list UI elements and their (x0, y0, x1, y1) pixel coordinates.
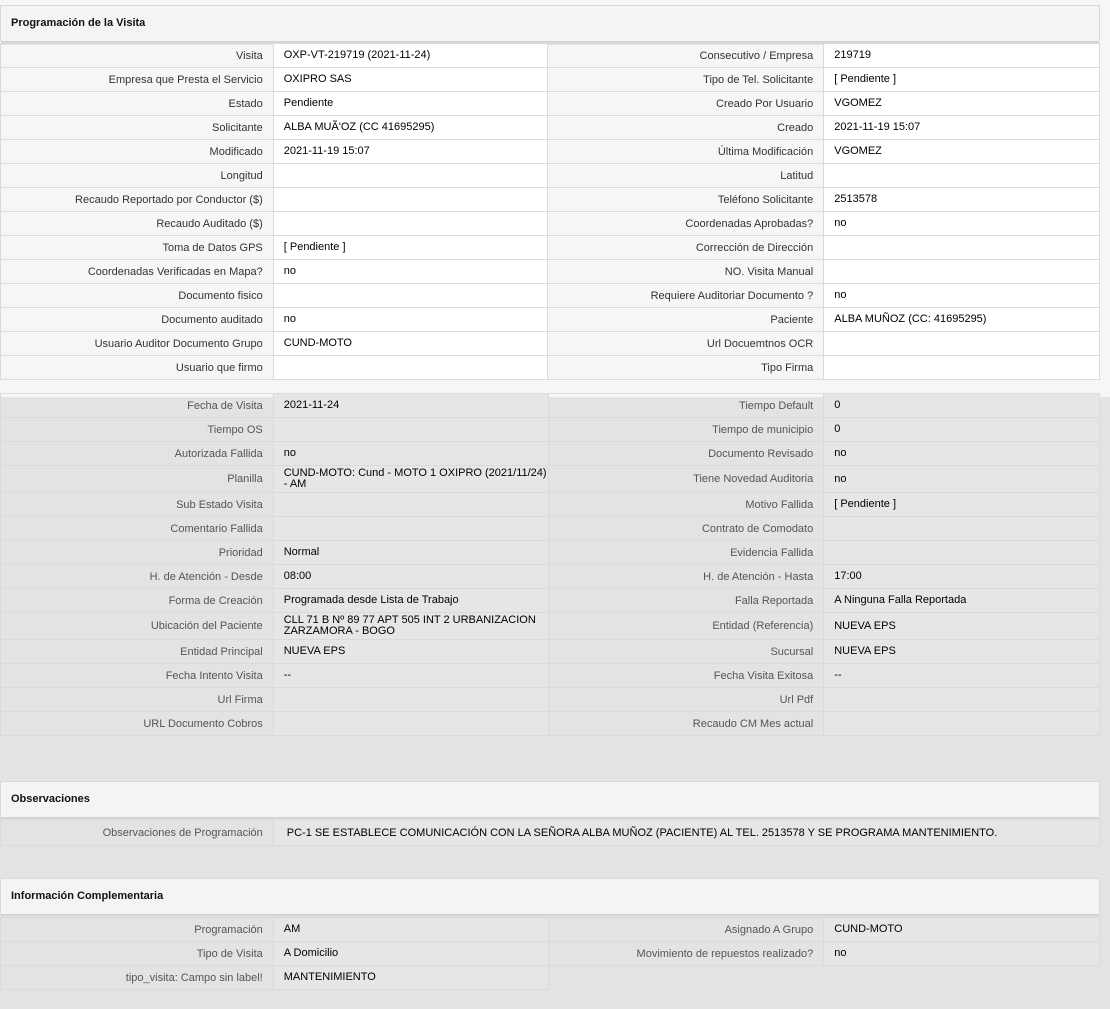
field-label-text: Comentario Fallida (170, 522, 263, 535)
field-value (273, 664, 548, 688)
field-label-text: Estado (228, 97, 263, 110)
field-label-text: Fecha Intento Visita (165, 669, 263, 682)
field-value (824, 260, 1100, 284)
field-value (273, 332, 548, 356)
field-value-text: 2021-11-19 15:07 (283, 145, 370, 157)
field-value (824, 640, 1100, 664)
field-label-text: Documento auditado (161, 313, 263, 326)
field-value (824, 942, 1100, 966)
field-value-text: 2021-11-24 (283, 399, 340, 411)
field-label-text: Programación (194, 923, 263, 936)
field-label-text: Requiere Auditoriar Documento ? (650, 289, 814, 302)
field-value (273, 493, 548, 517)
field-label-text: Entidad (Referencia) (712, 620, 814, 632)
section-title: Información Complementaria (11, 890, 164, 902)
field-value-text: ALBA MUÑOZ (CC: 41695295) (834, 313, 987, 325)
field-value (273, 613, 548, 640)
table-row (1, 284, 1100, 308)
field-value (824, 565, 1100, 589)
info-complementaria-table (0, 917, 1100, 990)
field-label (548, 517, 824, 541)
field-label-text: Coordenadas Verificadas en Mapa? (87, 265, 263, 278)
field-label (1, 493, 274, 517)
field-value (824, 442, 1100, 466)
table-row (1, 116, 1100, 140)
table-row (1, 966, 1100, 990)
field-value (273, 466, 548, 493)
field-label (1, 712, 274, 736)
field-label (1, 92, 274, 116)
field-label-text: Corrección de Dirección (695, 241, 814, 254)
field-label (548, 212, 824, 236)
field-label (1, 308, 274, 332)
field-value (824, 44, 1100, 68)
field-label (548, 565, 824, 589)
field-value (824, 517, 1100, 541)
field-label-text: Creado Por Usuario (716, 97, 814, 110)
field-value-text: OXIPRO SAS (283, 73, 352, 85)
table-row (1, 466, 1100, 493)
table-row (1, 541, 1100, 565)
field-label-text: Solicitante (211, 121, 263, 134)
field-label-text: Visita (236, 49, 263, 62)
field-value (273, 308, 548, 332)
field-value-text: Normal (283, 546, 320, 558)
field-label (1, 116, 274, 140)
field-label (548, 664, 824, 688)
field-label (1, 236, 274, 260)
field-value (824, 688, 1100, 712)
field-label (1, 68, 274, 92)
field-label (548, 493, 824, 517)
field-label (1, 394, 274, 418)
table-row (1, 918, 1100, 942)
field-value (273, 44, 548, 68)
field-value (273, 418, 548, 442)
field-label-text: Empresa que Presta el Servicio (108, 73, 263, 86)
field-value (824, 664, 1100, 688)
field-value (273, 688, 548, 712)
field-label-text: Recaudo Auditado ($) (156, 217, 263, 230)
field-value (824, 68, 1100, 92)
field-label-text: Tiempo Default (739, 399, 814, 412)
field-value (273, 116, 548, 140)
field-label (548, 466, 824, 493)
table-row (1, 92, 1100, 116)
table-row (1, 188, 1100, 212)
field-label (548, 44, 824, 68)
field-label (548, 236, 824, 260)
field-value-text: no (834, 472, 847, 485)
field-label (548, 164, 824, 188)
field-value-text: 0 (834, 423, 841, 435)
table-row (1, 517, 1100, 541)
field-label-text: tipo_visita: Campo sin label! (125, 971, 263, 984)
field-value-text: [ Pendiente ] (283, 241, 346, 253)
field-label-text: Forma de Creación (168, 594, 263, 607)
field-value-text: NUEVA EPS (834, 619, 896, 632)
field-value (273, 212, 548, 236)
table-row (1, 164, 1100, 188)
field-label-text: Entidad Principal (180, 645, 263, 658)
field-label (548, 394, 824, 418)
field-label-text: Documento fisico (178, 289, 263, 302)
field-label (548, 712, 824, 736)
field-label (548, 284, 824, 308)
field-value-text: 2021-11-19 15:07 (834, 121, 921, 133)
field-value-text: CUND-MOTO (283, 337, 352, 349)
field-label-text: Tiempo OS (207, 423, 263, 436)
field-label (548, 442, 824, 466)
field-value (824, 418, 1100, 442)
field-label (1, 356, 274, 380)
field-label-text: Fecha Visita Exitosa (713, 669, 814, 682)
field-label (1, 332, 274, 356)
field-value-text: [ Pendiente ] (834, 498, 897, 510)
field-label (1, 640, 274, 664)
field-label (1, 418, 274, 442)
field-value (824, 284, 1100, 308)
field-value (273, 712, 548, 736)
field-label (548, 188, 824, 212)
field-value-text: -- (834, 669, 842, 681)
field-label-text: Url Docuemtnos OCR (706, 337, 814, 350)
field-value-text: AM (283, 923, 301, 935)
field-value (273, 236, 548, 260)
field-value-text: ALBA MUÃ'OZ (CC 41695295) (283, 121, 435, 133)
field-label (548, 688, 824, 712)
field-value (273, 442, 548, 466)
field-label (548, 942, 824, 966)
field-value (273, 260, 548, 284)
field-value (824, 613, 1100, 640)
table-row (1, 212, 1100, 236)
field-label (548, 140, 824, 164)
field-label (1, 188, 274, 212)
field-label (548, 418, 824, 442)
field-value-text: MANTENIMIENTO (283, 971, 376, 983)
field-label-text: Sub Estado Visita (176, 498, 263, 511)
field-value-text: 08:00 (283, 570, 312, 582)
field-label-text: Usuario que firmo (175, 361, 263, 374)
field-value (273, 68, 548, 92)
field-label-text: Falla Reportada (734, 594, 814, 607)
field-value-text: NUEVA EPS (834, 645, 896, 657)
field-value (273, 966, 548, 990)
field-value (273, 589, 548, 613)
field-value (824, 140, 1100, 164)
field-value (824, 918, 1100, 942)
field-label (548, 541, 824, 565)
field-value (273, 92, 548, 116)
field-label-text: Tipo de Visita (196, 947, 263, 960)
table-row (1, 332, 1100, 356)
field-label-text: Autorizada Fallida (174, 447, 263, 460)
field-label (548, 589, 824, 613)
field-label (1, 164, 274, 188)
field-label (1, 541, 274, 565)
field-value (824, 236, 1100, 260)
field-value (273, 918, 548, 942)
table-row (1, 140, 1100, 164)
field-label-text: Modificado (209, 145, 263, 158)
section-title: Observaciones (11, 793, 90, 805)
table-row (1, 394, 1100, 418)
field-value-text: no (834, 447, 847, 459)
field-label (1, 260, 274, 284)
field-value-text: 0 (834, 399, 841, 411)
field-label (1, 942, 274, 966)
table-row (1, 68, 1100, 92)
field-label-text: Tipo Firma (761, 361, 814, 374)
field-value (824, 394, 1100, 418)
field-value (824, 188, 1100, 212)
field-label-text: Fecha de Visita (187, 399, 263, 412)
field-label-text: Latitud (780, 169, 814, 182)
field-label-text: Planilla (227, 473, 263, 485)
field-label (1, 688, 274, 712)
table-row (1, 418, 1100, 442)
observaciones-table (0, 819, 1100, 846)
field-label-text: Ubicación del Paciente (150, 620, 263, 632)
field-value-text: no (283, 313, 296, 325)
field-value (824, 212, 1100, 236)
field-label: Observaciones de Programación (1, 820, 274, 846)
field-value-text: no (283, 265, 296, 277)
field-value-text: 17:00 (834, 570, 862, 582)
field-label (1, 466, 274, 493)
field-value-text: 219719 (834, 49, 871, 61)
field-label-text: Motivo Fallida (745, 498, 814, 511)
field-value (273, 394, 548, 418)
programacion-table-secondary (0, 393, 1100, 736)
field-label (1, 442, 274, 466)
field-value (273, 188, 548, 212)
field-value (824, 712, 1100, 736)
field-label-text: Teléfono Solicitante (717, 193, 814, 206)
field-value (273, 820, 1099, 846)
field-value-text: VGOMEZ (834, 145, 882, 157)
field-value (824, 541, 1100, 565)
field-label (548, 918, 824, 942)
field-label-text: Contrato de Comodato (701, 522, 814, 535)
field-value (824, 164, 1100, 188)
field-label-text: Documento Revisado (708, 447, 814, 460)
table-row (1, 589, 1100, 613)
field-value-text: CUND-MOTO: Cund - MOTO 1 OXIPRO (2021/11/24) - AM (283, 467, 547, 490)
field-value (824, 466, 1100, 493)
field-label-text: NO. Visita Manual (724, 265, 814, 278)
table-row (1, 942, 1100, 966)
field-label (548, 640, 824, 664)
field-label (1, 966, 274, 990)
field-value-text: PC-1 SE ESTABLECE COMUNICACIÓN CON LA SEÑORA ALBA MUÑOZ (PACIENTE) AL TEL. 2513578 Y SE PROGRAMA MANTENIMIENTO. (286, 826, 998, 839)
field-label-text: Consecutivo / Empresa (699, 49, 814, 62)
field-label (1, 918, 274, 942)
field-label-text: Tiene Novedad Auditoria (693, 473, 814, 485)
field-label-text: Evidencia Fallida (730, 546, 814, 559)
field-label (548, 308, 824, 332)
field-label (1, 589, 274, 613)
field-label (548, 92, 824, 116)
field-label (1, 613, 274, 640)
field-label-text: Longitud (220, 169, 263, 182)
table-row (1, 820, 1100, 846)
field-label-text: Toma de Datos GPS (162, 241, 263, 254)
field-value (824, 493, 1100, 517)
programacion-table (0, 43, 1100, 380)
field-value (273, 565, 548, 589)
field-label-text: H. de Atención - Hasta (703, 570, 814, 583)
field-label (1, 140, 274, 164)
field-value (273, 517, 548, 541)
field-value-text: Pendiente (283, 97, 334, 109)
field-value-text: no (834, 289, 847, 301)
table-row (1, 442, 1100, 466)
section-header-programacion (0, 5, 1100, 41)
field-label-text: Creado (777, 121, 814, 134)
table-row (1, 356, 1100, 380)
field-value (273, 356, 548, 380)
field-label (1, 565, 274, 589)
field-value-text: OXP-VT-219719 (2021-11-24) (283, 49, 431, 61)
field-label-text: Url Pdf (779, 693, 814, 706)
table-row (1, 308, 1100, 332)
field-value-text: CLL 71 B Nº 89 77 APT 505 INT 2 URBANIZACION ZARZAMORA - BOGO (283, 614, 536, 637)
field-label (1, 517, 274, 541)
field-label (548, 116, 824, 140)
field-label-text: Última Modificación (717, 145, 814, 158)
table-row (1, 640, 1100, 664)
field-value-text: NUEVA EPS (283, 645, 346, 657)
field-value (273, 541, 548, 565)
table-row (1, 613, 1100, 640)
field-value (824, 332, 1100, 356)
table-row (1, 712, 1100, 736)
field-label-text: Prioridad (218, 546, 263, 559)
field-value-text: A Ninguna Falla Reportada (834, 594, 967, 606)
field-label (548, 332, 824, 356)
field-value (824, 589, 1100, 613)
table-row (1, 493, 1100, 517)
field-label-text: Tiempo de municipio (712, 423, 814, 436)
table-row (1, 44, 1100, 68)
section-header-info-complementaria (0, 878, 1100, 914)
field-value (273, 942, 548, 966)
field-value (273, 284, 548, 308)
field-value (273, 640, 548, 664)
field-label-text: URL Documento Cobros (143, 717, 263, 730)
field-value-text: A Domicilio (283, 947, 339, 959)
field-value (824, 308, 1100, 332)
field-value-text: no (283, 447, 296, 459)
field-label (548, 356, 824, 380)
field-value (273, 164, 548, 188)
field-value-text: no (834, 947, 847, 959)
field-value-text: VGOMEZ (834, 97, 882, 109)
section-title: Programación de la Visita (11, 17, 146, 29)
field-value-text: Programada desde Lista de Trabajo (283, 594, 459, 606)
field-label-text: Tipo de Tel. Solicitante (703, 73, 814, 86)
field-label (1, 664, 274, 688)
field-value (824, 116, 1100, 140)
field-label-text: Asignado A Grupo (724, 923, 814, 936)
field-label-text: Sucursal (770, 645, 814, 658)
field-label (1, 44, 274, 68)
field-label (1, 212, 274, 236)
field-label-text: Usuario Auditor Documento Grupo (94, 337, 263, 350)
field-value (824, 356, 1100, 380)
table-row (1, 688, 1100, 712)
field-label (548, 68, 824, 92)
field-label-text: Paciente (770, 313, 814, 326)
field-label-text: Url Firma (217, 693, 263, 706)
field-label-text: Recaudo CM Mes actual (692, 717, 814, 730)
field-value (824, 92, 1100, 116)
section-header-observaciones (0, 781, 1100, 817)
table-row (1, 236, 1100, 260)
field-label (1, 284, 274, 308)
field-label (548, 260, 824, 284)
field-label-text: Recaudo Reportado por Conductor ($) (75, 193, 263, 206)
table-row (1, 565, 1100, 589)
field-label-text: Coordenadas Aprobadas? (685, 217, 814, 230)
field-value-text: 2513578 (834, 193, 878, 205)
field-label-text: H. de Atención - Desde (149, 570, 263, 583)
field-value-text: -- (283, 669, 292, 681)
field-label (548, 613, 824, 640)
field-label-text: Movimiento de repuestos realizado? (636, 947, 814, 960)
table-row (1, 664, 1100, 688)
table-row (1, 260, 1100, 284)
field-value-text: CUND-MOTO (834, 923, 903, 935)
field-value-text: no (834, 217, 847, 229)
field-value (273, 140, 548, 164)
field-value-text: [ Pendiente ] (834, 73, 897, 85)
